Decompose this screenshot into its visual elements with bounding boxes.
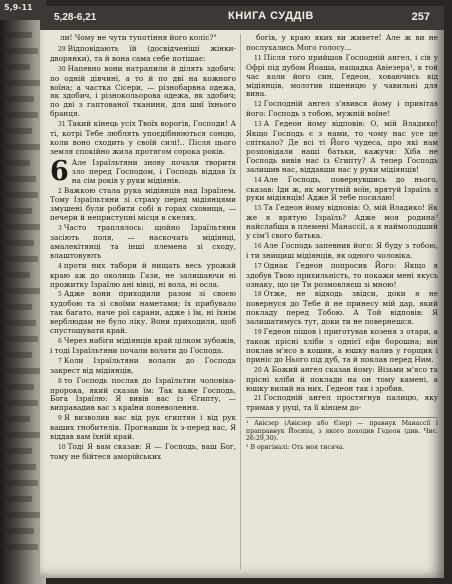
- verse-text: богів, у краю яких ви живете! Але ж ви не послухались Мого голосу...: [246, 34, 438, 52]
- book-title: КНИГА СУДДІВ: [228, 10, 314, 22]
- verse: [50, 443, 236, 462]
- verse: [50, 34, 236, 44]
- chapter-verse-range: 5,28-6,21: [54, 12, 97, 23]
- book-page: [40, 6, 444, 578]
- verse-text: Такий кінець усіх Твоїх ворогів, Господи! А ті, котрі Тебе люблять упоєдібнюються сонцю, коли воно сходить у своїй силі!.. Після цього земля спокійно жила протягом сорока років.: [50, 119, 236, 156]
- verse-text: Напевно вони натрапили й ділять здобич: по одній дівчині, а то й по дві на кожного воїна; а частка Сісери, — різнобарвна одежа, як здобич, і різнокольорова одежа, як здобич; по дві з гаптованої тканини, для шиї їхнього бранця.: [50, 63, 236, 119]
- verse: [246, 100, 438, 119]
- verse-number: 19: [254, 329, 262, 337]
- chapter-start: [50, 155, 236, 187]
- verse: [50, 187, 236, 224]
- verse-text: Та Гедеон йому відповів: О, мій Владико! Як же я врятую Ізраїль? Адже моя родина² найслабша в племені Манассії, а я наймолодший у сім'ї свого батька.: [246, 203, 438, 241]
- verse-number: 11: [254, 54, 262, 62]
- verse: [50, 262, 236, 290]
- column-divider: [240, 34, 241, 570]
- verse-number: 9: [58, 415, 62, 423]
- verse-text: Тоді Я вам сказав: Я — Господь, ваш Бог, тому не бійтеся аморійських: [50, 441, 236, 461]
- left-column: [50, 34, 236, 570]
- verse: [246, 120, 438, 174]
- verse-number: 21: [254, 395, 262, 403]
- verse: [50, 377, 236, 414]
- verse: [50, 65, 236, 119]
- verse: [50, 357, 236, 376]
- verse-text: Але Господь, повернувшись до нього, сказав: Іди ж, як могутній воїн, врятуй Ізраїль з руки мідіянців! Адже Я тебе посилаю!: [246, 174, 438, 203]
- verse-text: Коли Ізраїльтяни волали до Господа закрест від мідіянців,: [50, 355, 236, 375]
- verse: [246, 34, 438, 53]
- footnote: ² В оригіналі: Оть моя тисяча.: [246, 444, 345, 452]
- verse-text: Гедеон пішов і приготував козеня з отари, а також прісні хліби з однієї єфи борошна; він поклав м'ясо в кошик, а юшку налив у горщик і приніс до Нього під дуб, та й поклав перед Ним.: [246, 327, 438, 364]
- verse: [50, 120, 236, 157]
- verse-number: 29: [58, 45, 66, 53]
- verse-number: 18: [254, 291, 262, 299]
- verse-number: 6: [58, 338, 62, 345]
- verse: [246, 262, 438, 290]
- verse-number: 4: [58, 262, 62, 270]
- verse-text: А Гедеон йому відповів: О, мій Владико! Якщо Господь є з нами, то чому нас усе це спіткало? Де всі ті Його чудеса, про які нам розповідали наші батьки, кажучи: Хіба не Господь вивів нас із Єгипту? А тепер Господь залишив нас, віддавши нас у руки мідіянців!: [246, 119, 438, 174]
- verse-text: проти них табори й нищать весь урожай краю аж до околиць Гази, не залишаючи ні прожитку Ізраїлю ані вівці, ні вола, ні осла.: [50, 260, 236, 289]
- verse-text: Адже вони приходили разом зі своєю худобою та зі своїми наметами; їх прибувало так багато, наче рої сарани, адже і їм, ні їхнім верблюдам не було ліку. Вони приходили, щоб спустошувати край.: [50, 289, 236, 336]
- page-header: [40, 6, 444, 30]
- verse: [50, 414, 236, 442]
- verse-number: 13: [254, 121, 262, 129]
- verse-text: Важкою стала рука мідіянців над Ізраїлем. Тому Ізраїльтяни зі страху перед мідіянцями змушені були робити собі в горах сховища, — печери й неприступні місця в скелях.: [50, 185, 236, 223]
- verse: [246, 366, 438, 394]
- verse-text: Господній ангел з'явився йому і привітав його: Господь з тобою, мужній воїне!: [246, 99, 438, 119]
- verse-text: ли! Чому не чути тупотіння його коліс?": [60, 34, 217, 42]
- verse: [50, 290, 236, 336]
- verse-number: 31: [58, 121, 66, 129]
- footnote: ¹ Авієзер (Авієзер або Єзер) — правнук Манассії і праправнук Йосипа, з якого походив Гедеон (див. Чис. 26:29,30).: [246, 420, 438, 443]
- verse-text: Відповідають їй (досвідченіші жінки-дворянки), та й вона сама себе потішає:: [50, 43, 236, 63]
- verse: [246, 394, 438, 413]
- verse: [246, 242, 438, 261]
- verse-number: 30: [58, 65, 66, 73]
- verse-number: 8: [58, 377, 62, 385]
- verse: [246, 54, 438, 100]
- verse-number: 16: [254, 242, 262, 250]
- verse-number: 3: [58, 225, 62, 233]
- chapter-number: 6: [50, 155, 69, 187]
- verse: [246, 328, 438, 365]
- verse-number: 14: [254, 176, 262, 184]
- verse-number: 7: [58, 357, 62, 365]
- verse-text: Господній ангел простягнув палицю, яку тримав у руці, та її кінцем до-: [246, 393, 438, 413]
- verse-text: А Божий ангел сказав йому: Візьми м'ясо та прісні хліби й поклади на он тому камені, а юшку вилий на них. Гедеон так і зробив.: [246, 364, 438, 393]
- verse-text: Я визволив вас від рук єгиптян і від рук ваших гнобителів. Прогнавши їх з-перед вас, Я віддав вам їхній край.: [50, 413, 236, 442]
- right-column: [246, 34, 438, 570]
- verse-text: Часто траплялось: щойно Ізраїльтяни засіють поля, — наскочать мідіянці, амалекітянці та інші племена зі сходу, влаштовують: [50, 223, 236, 260]
- footnotes: [246, 417, 438, 451]
- page-number: 257: [411, 11, 430, 23]
- verse-number: 20: [254, 366, 262, 374]
- verse-text: Отже, не відходь звідси, доки я не повернуся до Тебе й не принесу мій дар, який покладу перед Тобою. А Той відповів: Я залишатимусь тут, доки ти не повернешся.: [246, 289, 438, 327]
- verse: [246, 204, 438, 241]
- verse-number: 10: [58, 443, 66, 451]
- verse-text: Але Господь запевнив його: Я буду з тобою, і ти знищиш мідіянців, як одного чоловіка.: [246, 240, 438, 260]
- verse-text: Однак Гедеон попросив Його: Якщо я здобув Твою прихильність, то покажи мені якусь ознаку, що це Ти розмовляєш зі мною!: [246, 260, 438, 289]
- verse-text: Але Ізраїльтяни знову почали творити зло перед Господом, і Господь віддав їх на сім років у руки мідіянів.: [71, 157, 236, 185]
- verse: [246, 290, 438, 327]
- verse-text: Після того прийшов Господній ангел, і сів у Офрі під дубом Йоаша, нащадка Авіезера¹, в той час коли його син, Гедеон, ховаючись від мідіянців, молотив пшеницю у чавильні для вина.: [246, 52, 438, 99]
- verse: [50, 155, 236, 187]
- verse: [50, 224, 236, 261]
- verse-number: 5: [58, 291, 62, 299]
- verse-number: 15: [254, 205, 262, 213]
- verse: [50, 337, 236, 356]
- verse-text: то Господь послав до Ізраїльтян чоловіка-пророка, який сказав їм: Так каже Господь, Бога Ізраїлю: Я вивів вас із Єгипту, — виправадив вас з країни поневолення.: [50, 375, 236, 413]
- verse-number: 12: [254, 101, 262, 109]
- verse-number: 17: [254, 262, 262, 270]
- verse-text: Через набіги мідіянців край цілком зубожів, і тоді Ізраїльтяни почали волати до Господа.: [50, 336, 236, 355]
- verse-number: 2: [58, 187, 62, 195]
- verse: [50, 45, 236, 64]
- facing-page-ref: 5,9-11: [4, 3, 33, 12]
- verse: [246, 176, 438, 204]
